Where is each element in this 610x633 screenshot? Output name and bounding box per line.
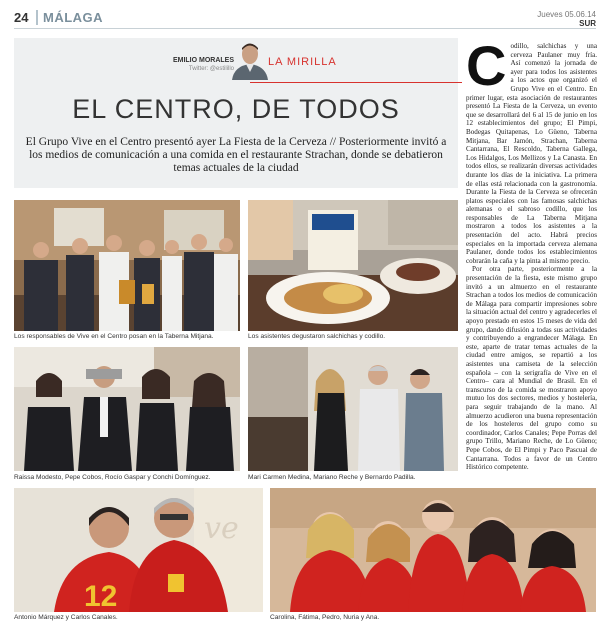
author-avatar bbox=[228, 42, 272, 80]
author-block bbox=[132, 52, 344, 82]
article-paragraph: Por otra parte, posteriormente a la presentación de la fiesta, este mismo grupo invitó a un almuerzo en el restaurante Strachan a todos los medios de comunicación de Málaga para compartir impresiones sobre la situación actual del centro y agradecerles el apoyo prestado en estos 15 meses de vida del grupo, dando difusión a todas sus actividades y contribuyendo a engrandecer Málaga. En este, aparte de tratar temas actuales de la ciudad entre amigos, se repartió a los asistentes una camiseta de la selección española – con la serigrafía de Vive en el Centro– cara al Mundial de Brasil. En el transcurso de la comida se mostraron apoyo mutuo los dos sectores, medios y hostelería, para seguir trabajando de la mano. Al almuerzo acudieron una buena representación de los hosteleros del grupo como su coordinador, Carlos Canales; Pepe Porras del grupo Trillo, Mariano Reche, de Lo Güeno; Pepe Cobos, de El Pimpi y Paco Pascual de Cantarrana. Todos a favor de un Centro Histórico competente. bbox=[466, 265, 597, 472]
photo-group-four bbox=[14, 347, 240, 471]
article-body bbox=[466, 34, 597, 472]
photo-group-taberna bbox=[14, 200, 240, 331]
page-number: 24 bbox=[14, 10, 29, 25]
column-banner bbox=[14, 38, 458, 188]
photo-group-three bbox=[248, 347, 458, 471]
publication-name: SUR bbox=[579, 19, 596, 28]
photo-red-shirts-group bbox=[270, 488, 596, 612]
section-name: MÁLAGA bbox=[36, 10, 103, 25]
svg-text:ve: ve bbox=[204, 511, 239, 546]
article-paragraph: odillo, salchichas y una cerveza Paulaner muy fría. Así comenzó la jornada de ayer para todos los asistentes a los actos que organizó el Grupo Vive en el Centro. En primer lugar, esta asociación de restaurantes presentó La Fiesta de la Cerveza, un evento que se desarrollará del 6 al 15 de junio en los 12 establecimientos del grupo; El Pimpi, Bodegas Quitapenas, Lo Güeno, Taberna Mitjana, Bar Jamón, Strachan, Taberna Cantarrana, El Rescoldo, Taberna Gallega, Los Hidalgos, Los Mellizos y La Canasta. En todos ellos, se realizarán diversas actividades durante los días de la iniciativa. La primera de ellas está relacionada con la gastronomía. Durante la Fiesta de la Cerveza se ofrecerán platos especiales con las famosas salchichas alemanas o el sabroso codillo, que los responsables de La Taberna Mitjana mostraron a todos los asistentes a la presentación del acto. Habrá precios especiales en la importada cerveza alemana Paulaner, donde todos los establecimientos cobrarán la caña y la pinta al mismo precio. bbox=[466, 42, 597, 265]
subheadline: El Grupo Vive en el Centro presentó ayer La Fiesta de la Cerveza // Posteriormente invitó a los medios de comunicación a una comida en el restaurante Strachan, donde se debatieron temas actuales de la ciudad bbox=[25, 136, 447, 174]
column-title: LA MIRILLA bbox=[268, 56, 337, 68]
edition-info bbox=[537, 10, 596, 28]
page-header bbox=[14, 8, 596, 28]
photo-food bbox=[248, 200, 458, 331]
photo-caption: Los asistentes degustaron salchichas y codillo. bbox=[248, 333, 386, 340]
photo-caption: Carolina, Fátima, Pedro, Nuria y Ana. bbox=[270, 614, 380, 621]
photo-caption: Mari Carmen Medina, Mariano Reche y Bernardo Padilla. bbox=[248, 474, 416, 481]
column-title-rule bbox=[250, 82, 462, 83]
headline: EL CENTRO, DE TODOS bbox=[72, 94, 400, 124]
header-divider bbox=[14, 28, 596, 29]
photo-caption: Raissa Modesto, Pepe Cobos, Rocío Gaspar y Conchi Domínguez. bbox=[14, 474, 211, 481]
drop-cap: C bbox=[466, 34, 507, 97]
photo-caption: Los responsables de Vive en el Centro posan en la Taberna Mitjana. bbox=[14, 333, 214, 340]
edition-date: Jueves 05.06.14 bbox=[537, 10, 596, 19]
photo-caption: Antonio Márquez y Carlos Canales. bbox=[14, 614, 118, 621]
svg-text:12: 12 bbox=[84, 580, 118, 612]
photo-red-shirts-duo bbox=[14, 488, 263, 612]
author-name: EMILIO MORALES bbox=[172, 57, 234, 64]
author-twitter: Twitter: @estilillo bbox=[188, 66, 234, 72]
